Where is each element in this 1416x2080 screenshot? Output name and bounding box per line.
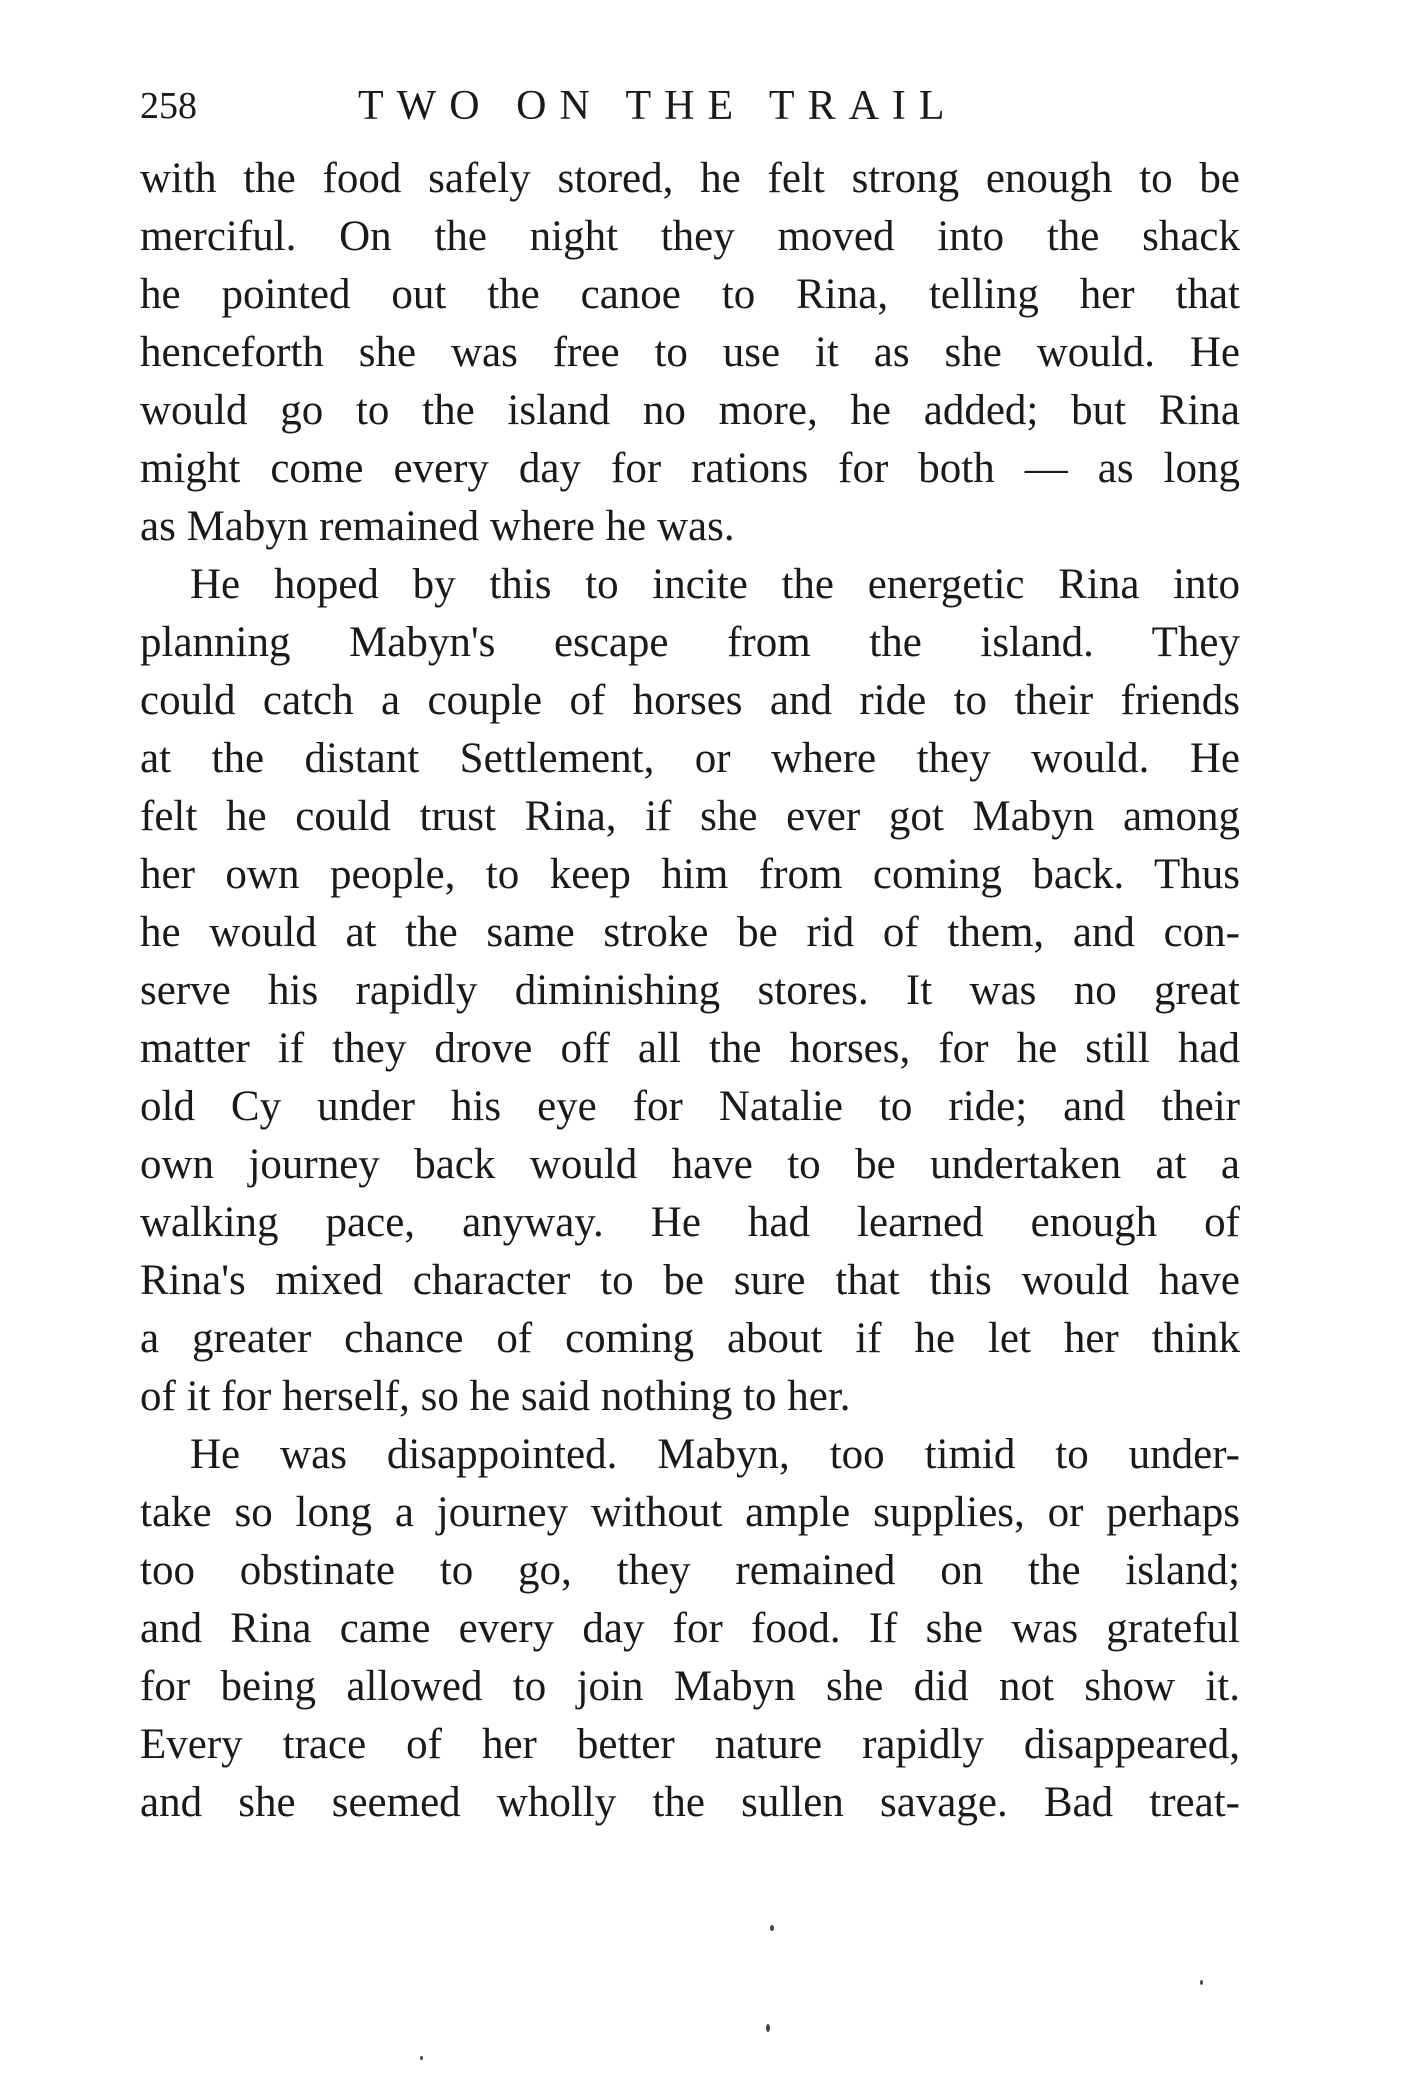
text-line: and Rina came every day for food. If she was grateful (140, 1605, 1240, 1652)
text-line: matter if they drove off all the horses, for he still had (140, 1025, 1240, 1072)
text-line: he would at the same stroke be rid of them, and con- (140, 909, 1240, 956)
text-line: her own people, to keep him from coming back. Thus (140, 851, 1240, 898)
text-line: with the food safely stored, he felt strong enough to be (140, 155, 1240, 202)
text-line: planning Mabyn's escape from the island. They (140, 619, 1240, 666)
text-line: Rina's mixed character to be sure that this would have (140, 1257, 1240, 1304)
running-head (140, 76, 1240, 136)
body-text (140, 150, 1240, 1832)
paper-speck (766, 2024, 770, 2032)
text-line: own journey back would have to be undertaken at a (140, 1141, 1240, 1188)
text-line: and she seemed wholly the sullen savage. Bad treat- (140, 1779, 1240, 1826)
text-line: could catch a couple of horses and ride to their friends (140, 677, 1240, 724)
text-line: He hoped by this to incite the energetic Rina into (190, 561, 1240, 608)
text-line: might come every day for rations for both — as long (140, 445, 1240, 492)
text-line: a greater chance of coming about if he let her think (140, 1315, 1240, 1362)
text-line: old Cy under his eye for Natalie to ride; and their (140, 1083, 1240, 1130)
text-line: would go to the island no more, he added; but Rina (140, 387, 1240, 434)
text-line: of it for herself, so he said nothing to her. (140, 1373, 851, 1420)
text-line: too obstinate to go, they remained on the island; (140, 1547, 1240, 1594)
text-line: he pointed out the canoe to Rina, telling her that (140, 271, 1240, 318)
text-line: henceforth she was free to use it as she would. He (140, 329, 1240, 376)
text-line: felt he could trust Rina, if she ever got Mabyn among (140, 793, 1240, 840)
paper-speck (770, 1925, 774, 1931)
running-title: TWO ON THE TRAIL (358, 83, 958, 129)
text-line: take so long a journey without ample supplies, or perhaps (140, 1489, 1240, 1536)
paper-speck (420, 2056, 423, 2060)
text-line: walking pace, anyway. He had learned enough of (140, 1199, 1240, 1246)
text-line: for being allowed to join Mabyn she did not show it. (140, 1663, 1240, 1710)
page-number: 258 (140, 85, 197, 127)
text-line: Every trace of her better nature rapidly disappeared, (140, 1721, 1240, 1768)
text-line: as Mabyn remained where he was. (140, 503, 735, 550)
text-line: merciful. On the night they moved into the shack (140, 213, 1240, 260)
text-line: He was disappointed. Mabyn, too timid to under- (190, 1431, 1240, 1478)
paper-speck (1200, 1980, 1203, 1985)
text-line: serve his rapidly diminishing stores. It was no great (140, 967, 1240, 1014)
text-line: at the distant Settlement, or where they would. He (140, 735, 1240, 782)
